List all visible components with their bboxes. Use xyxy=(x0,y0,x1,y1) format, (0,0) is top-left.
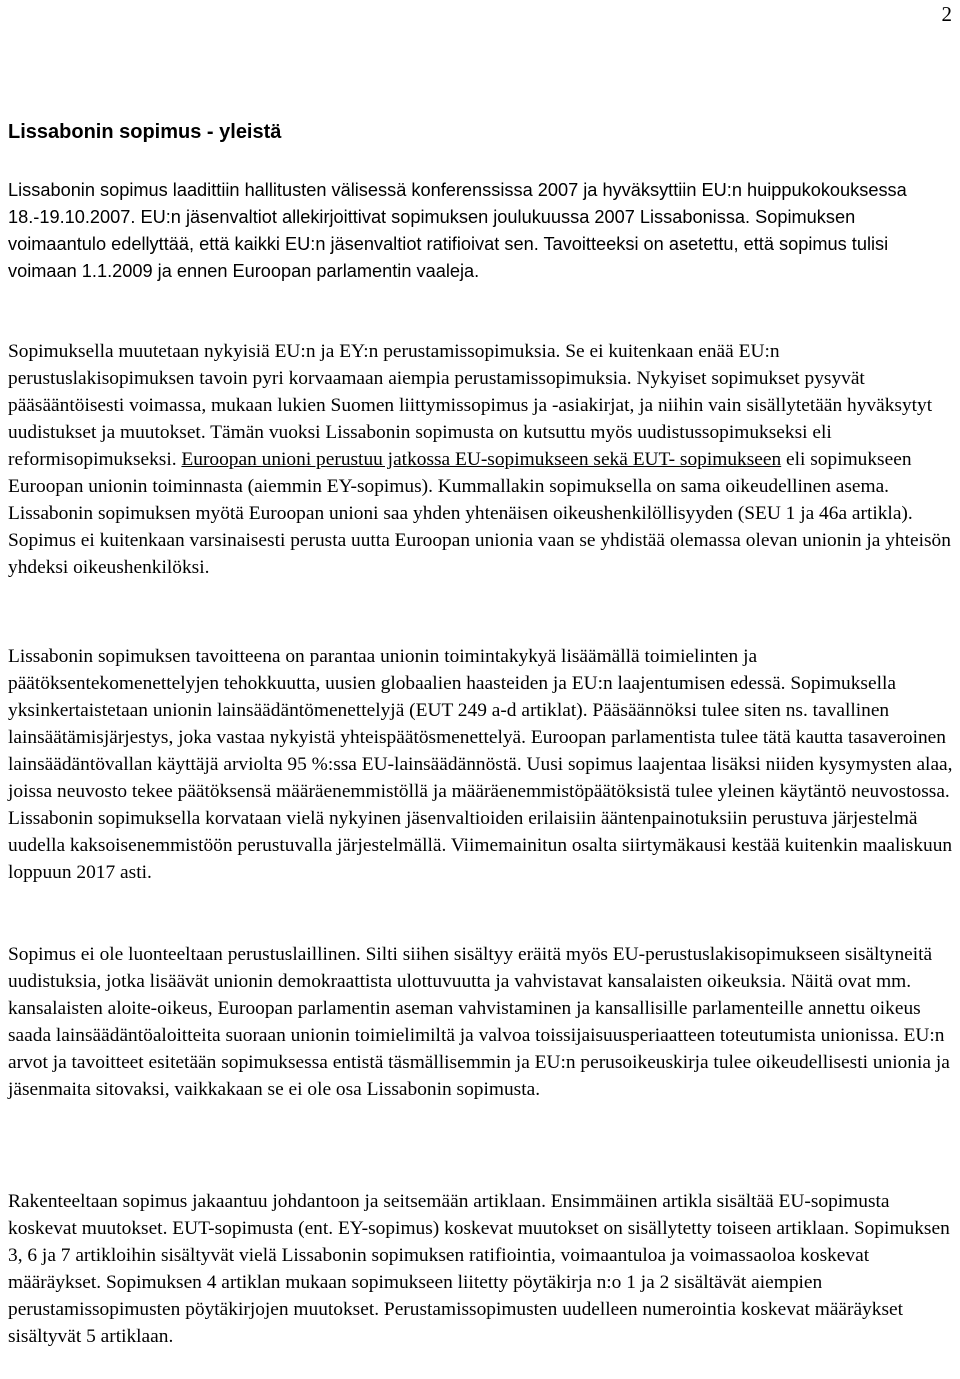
paragraph-amendments xyxy=(8,338,958,581)
paragraph-intro: Lissabonin sopimus laadittiin hallitusten välisessä konferenssissa 2007 ja hyväksyttiin EU:n huippukokouksessa 18.-19.10.2007. EU:n jäsenvaltiot allekirjoittivat sopimuksen joulukuussa 2007 Lissabonissa. Sopimuksen voimaantulo edellyttää, että kaikki EU:n jäsenvaltiot ratifioivat sen. Tavoitteeksi on asetettu, että sopimus tulisi voimaan 1.1.2009 ja ennen Euroopan parlamentin vaaleja. xyxy=(8,180,907,281)
paragraph-amendments-text-2: eli sopimukseen Euroopan unionin toiminnasta (aiemmin EY-sopimus). Kummallakin sopimuksella on sama oikeudellinen asema. Lissabonin sopimuksen myötä Euroopan unioni saa yhden yhtenäisen oikeushenkilöllisyyden (SEU 1 ja 46a artikla). Sopimus ei kuitenkaan varsinaisesti perusta uutta Euroopan unionia vaan se yhdistää olemassa olevan unionin ja yhteisön yhdeksi oikeushenkilöksi. xyxy=(8,449,951,578)
page-title: Lissabonin sopimus - yleistä xyxy=(8,121,282,143)
underlined-treaties-text: Euroopan unioni perustuu jatkossa EU-sopimukseen sekä EUT- sopimukseen xyxy=(181,449,782,470)
paragraph-constitutional: Sopimus ei ole luonteeltaan perustuslaillinen. Silti siihen sisältyy eräitä myös EU-perustuslakisopimukseen sisältyneitä uudistuksia, jotka lisäävät unionin demokraattista ulottuvuutta ja vahvistavat kansalaisten oikeuksia. Näitä ovat mm. kansalaisten aloite-oikeus, Euroopan parlamentin aseman vahvistaminen ja kansallisille parlamenteille annettu oikeus saada lainsäädäntöaloitteita suoraan unionin toimielimiltä ja valvoa toissijaisuusperiaatteen toteutumista unionissa. EU:n arvot ja tavoitteet esitetään sopimuksessa entistä täsmällisemmin ja EU:n perusoikeuskirja tulee oikeudellisesti unionia ja jäsenmaita sitovaksi, vaikkakaan se ei ole osa Lissabonin sopimusta. xyxy=(8,944,950,1100)
paragraph-objectives: Lissabonin sopimuksen tavoitteena on parantaa unionin toimintakykyä lisäämällä toimielinten ja päätöksentekomenettelyjen tehokkuutta, uusien globaalien haasteiden ja EU:n laajentumisen edessä. Sopimuksella yksinkertaistetaan unionin lainsäädäntömenettelyjä (EUT 249 a-d artiklat). Pääsäännöksi tulee siten ns. tavallinen lainsäätämisjärjestys, joka vastaa nykyistä yhteispäätösmenettelyä. Euroopan parlamentista tulee tätä kautta tasaveroinen lainsäädäntövallan käyttäjä arviolta 95 %:ssa EU-lainsäädännöstä. Uusi sopimus laajentaa lisäksi niiden kysymysten alaa, joissa neuvosto tekee päätöksensä määräenemmistöllä ja määräenemmistöpäätöksistä tulee yleinen käytäntö neuvostossa. Lissabonin sopimuksella korvataan vielä nykyinen jäsenvaltioiden erilaisiin ääntenpainotuksiin perustuva järjestelmä uudella kaksoisenemmistöön perustuvalla järjestelmällä. Viimemainitun osalta siirtymäkausi kestää kuitenkin maaliskuun loppuun 2017 asti. xyxy=(8,646,953,883)
paragraph-structure: Rakenteeltaan sopimus jakaantuu johdantoon ja seitsemään artiklaan. Ensimmäinen artikla sisältää EU-sopimusta koskevat muutokset. EUT-sopimusta (ent. EY-sopimus) koskevat muutokset on sisällytetty toiseen artiklaan. Sopimuksen 3, 6 ja 7 artikloihin sisältyvät vielä Lissabonin sopimuksen ratifiointia, voimaantuloa ja voimassaoloa koskevat määräykset. Sopimuksen 4 artiklan mukaan sopimukseen liitetty pöytäkirja n:o 1 ja 2 sisältävät aiempien perustamissopimusten pöytäkirjojen muutokset. Perustamissopimusten uudelleen numerointia koskevat määräykset sisältyvät 5 artiklaan. xyxy=(8,1191,950,1347)
page-number: 2 xyxy=(941,2,952,26)
paragraph-amendments-text-1: Sopimuksella muutetaan nykyisiä EU:n ja EY:n perustamissopimuksia. Se ei kuitenkaan enää EU:n perustuslakisopimuksen tavoin pyri korvaamaan aiempia perustamissopimuksia. Nykyiset sopimukset pysyvät pääsääntöisesti voimassa, mukaan lukien Suomen liittymissopimus ja -asiakirjat, ja niihin vain sisällytetään hyväksytyt uudistukset ja muutokset. Tämän vuoksi Lissabonin sopimusta on kutsuttu myös uudistussopimukseksi eli reformisopimukseksi. xyxy=(8,341,933,470)
